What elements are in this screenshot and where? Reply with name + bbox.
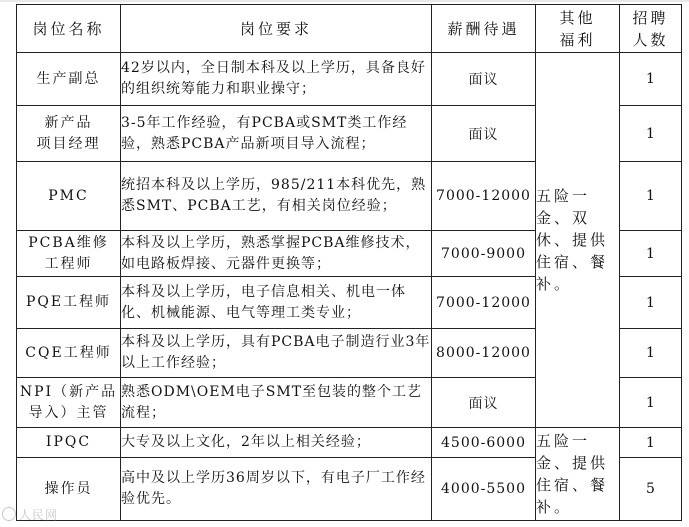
job-requirements: 本科及以上学历，电子信息相关、机电一体化、机械能源、电气等理工类专业； bbox=[121, 277, 432, 329]
header-requirements: 岗位要求 bbox=[121, 5, 432, 53]
job-count: 1 bbox=[620, 231, 682, 277]
header-row bbox=[17, 5, 682, 53]
job-title: PQE工程师 bbox=[17, 277, 121, 329]
job-count: 1 bbox=[620, 378, 682, 428]
job-requirements: 统招本科及以上学历，985/211本科优先，熟悉SMT、PCBA工艺，有相关岗位经验； bbox=[121, 162, 432, 231]
job-salary: 7000-9000 bbox=[432, 231, 536, 277]
job-requirements: 3-5年工作经验，有PCBA或SMT类工作经验，熟悉PCBA产品新项目导入流程； bbox=[121, 106, 432, 162]
header-title: 岗位名称 bbox=[17, 5, 121, 53]
job-title: CQE工程师 bbox=[17, 329, 121, 378]
job-count: 1 bbox=[620, 428, 682, 458]
job-salary: 4500-6000 bbox=[432, 428, 536, 458]
job-title: 新产品 项目经理 bbox=[17, 106, 121, 162]
header-salary: 薪酬待遇 bbox=[432, 5, 536, 53]
job-count: 1 bbox=[620, 106, 682, 162]
watermark-logo-icon bbox=[2, 507, 16, 521]
job-requirements: 本科及以上学历，熟悉掌握PCBA维修技术，如电路板焊接、元器件更换等； bbox=[121, 231, 432, 277]
job-title: 操作员 bbox=[17, 458, 121, 521]
job-salary: 面议 bbox=[432, 53, 536, 106]
job-title: PCBA维修 工程师 bbox=[17, 231, 121, 277]
top-border-line bbox=[0, 0, 689, 2]
job-count: 5 bbox=[620, 458, 682, 521]
job-title: NPI（新产品 导入）主管 bbox=[17, 378, 121, 428]
job-count: 1 bbox=[620, 162, 682, 231]
job-salary: 4000-5500 bbox=[432, 458, 536, 521]
header-count: 招聘 人数 bbox=[620, 5, 682, 53]
job-requirements: 大专及以上文化，2年以上相关经验； bbox=[121, 428, 432, 458]
job-title: 生产副总 bbox=[17, 53, 121, 106]
recruitment-table bbox=[16, 4, 682, 521]
job-requirements: 42岁以内，全日制本科及以上学历，具备良好的组织统筹能力和职业操守； bbox=[121, 53, 432, 106]
job-salary: 面议 bbox=[432, 106, 536, 162]
job-title: PMC bbox=[17, 162, 121, 231]
job-salary: 8000-12000 bbox=[432, 329, 536, 378]
job-count: 1 bbox=[620, 277, 682, 329]
job-count: 1 bbox=[620, 329, 682, 378]
job-salary: 面议 bbox=[432, 378, 536, 428]
job-salary: 7000-12000 bbox=[432, 277, 536, 329]
watermark bbox=[2, 506, 58, 523]
table-row bbox=[17, 428, 682, 458]
benefits-group-2: 五险一金、提供住宿、餐补。 bbox=[536, 428, 620, 521]
job-requirements: 本科及以上学历，具有PCBA电子制造行业3年以上工作经验； bbox=[121, 329, 432, 378]
table-row bbox=[17, 53, 682, 106]
job-title: IPQC bbox=[17, 428, 121, 458]
header-benefits: 其他 福利 bbox=[536, 5, 620, 53]
job-salary: 7000-12000 bbox=[432, 162, 536, 231]
benefits-group-1: 五险一金、双休、提供住宿、餐补。 bbox=[536, 53, 620, 428]
job-requirements: 高中及以上学历36周岁以下，有电子厂工作经验优先。 bbox=[121, 458, 432, 521]
job-requirements: 熟悉ODM\OEM电子SMT至包装的整个工艺流程； bbox=[121, 378, 432, 428]
job-count: 1 bbox=[620, 53, 682, 106]
watermark-text: 人民网 bbox=[19, 508, 59, 522]
